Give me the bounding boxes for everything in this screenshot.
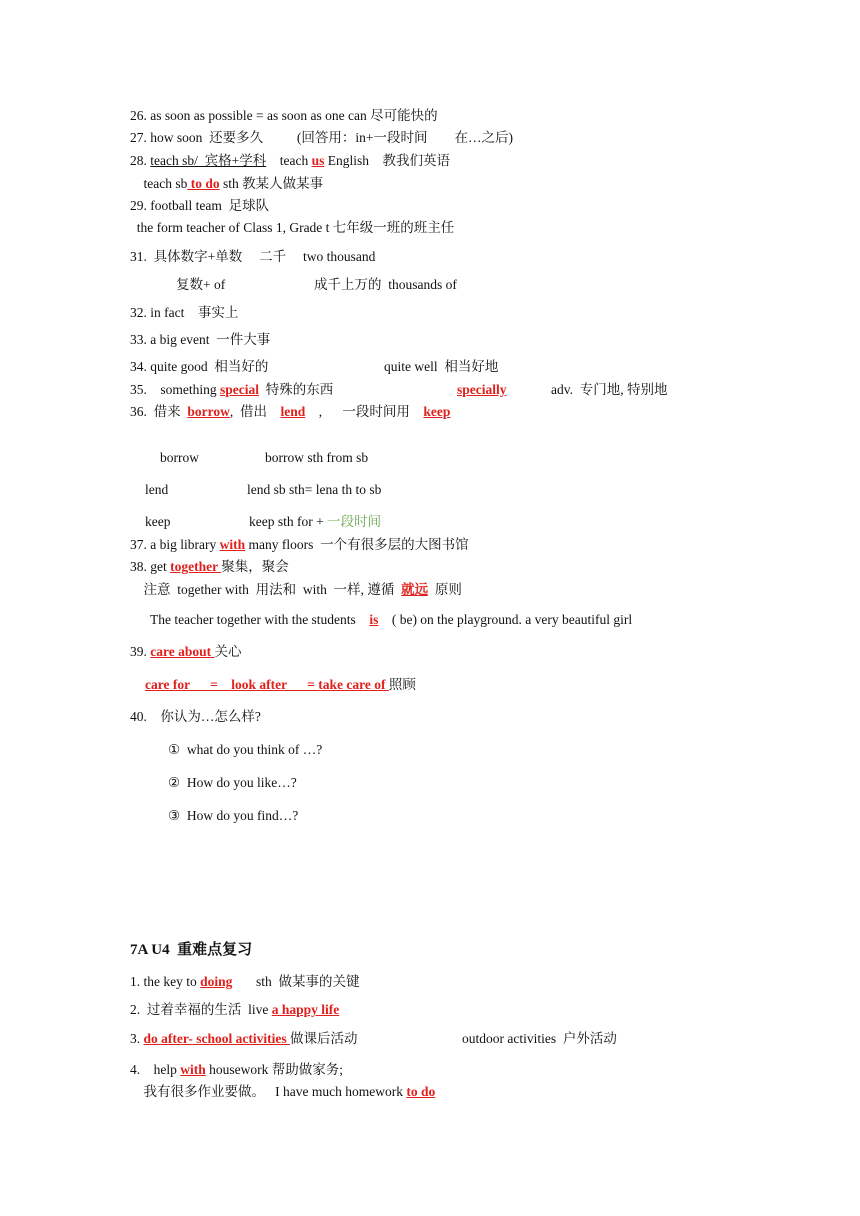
item-28-sub-answer: to do [187, 176, 220, 191]
item-35-adv: adv. 专门地, 特别地 [551, 382, 668, 397]
item-40-option-1: ① what do you think of …? [168, 742, 323, 757]
item-35-answer: special [220, 382, 259, 397]
item-36-mid2: , 一段时间用 [305, 404, 424, 419]
item-38-example [130, 611, 632, 629]
item-36-borrow: borrow [187, 404, 230, 419]
unit-item-4-sub-text: 我有很多作业要做。 I have much homework [130, 1084, 407, 1099]
item-39-meaning: 关心 [214, 644, 242, 659]
item-28-sub-rest: sth 教某人做某事 [219, 176, 324, 191]
unit-item-4-answer: with [180, 1062, 206, 1077]
borrow-usage: borrow sth from sb [265, 450, 369, 465]
unit-item-3-outdoor: outdoor activities 户外活动 [462, 1031, 617, 1046]
item-34-left: 34. quite good 相当好的 [130, 359, 269, 374]
item-37 [130, 536, 469, 554]
item-36-keep: keep [423, 404, 451, 419]
item-28-phrase: teach sb/ 宾格+学科 [150, 153, 267, 168]
item-38-note-text: 注意 together with 用法和 with 一样, 遵循 [130, 582, 402, 597]
unit-item-3-answer: do after- school activities [143, 1031, 290, 1046]
item-36 [130, 403, 450, 421]
lend-word: lend [145, 482, 169, 497]
item-28-sub [130, 175, 323, 193]
item-37-answer: with [219, 537, 246, 552]
item-27: 27. how soon 还要多久 (回答用：in+一段时间 在…之后) [130, 130, 513, 145]
item-35-text: 35. something [130, 382, 220, 397]
item-35-meaning: 特殊的东西 [259, 382, 334, 397]
item-39-sub-meaning: 照顾 [388, 677, 416, 692]
keep-usage-period: 一段时间 [327, 514, 382, 529]
item-28 [130, 152, 450, 170]
unit-item-2-answer: a happy life [271, 1002, 340, 1017]
item-28-text: teach [266, 153, 312, 168]
unit-item-4 [130, 1061, 343, 1079]
unit-item-3-number: 3. [130, 1031, 144, 1046]
item-40-option-2: ② How do you like…? [168, 775, 297, 790]
unit-item-2 [130, 1001, 339, 1019]
item-40-option-3: ③ How do you find…? [168, 808, 299, 823]
item-37-text: 37. a big library [130, 537, 220, 552]
item-38-example-text: The teacher together with the students [130, 612, 370, 627]
item-38-note [130, 581, 462, 599]
item-39-answer: care about [150, 644, 215, 659]
item-38 [130, 558, 289, 576]
item-28-rest: English 教我们英语 [324, 153, 450, 168]
item-38-example-rest: ( be) on the playground. a very beautiful girl [378, 612, 633, 627]
item-29-sub: the form teacher of Class 1, Grade t 七年级一班的班主任 [130, 220, 455, 235]
borrow-word: borrow [160, 450, 199, 465]
unit-item-3 [130, 1030, 357, 1048]
item-39-number: 39. [130, 644, 151, 659]
item-28-number: 28. [130, 153, 151, 168]
item-35-answer-2 [457, 381, 507, 399]
item-38-meaning: 聚集，聚会 [221, 559, 289, 574]
unit-item-3-meaning: 做课后活动 [289, 1031, 358, 1046]
item-37-rest: many floors 一个有很多层的大图书馆 [245, 537, 469, 552]
item-35-adverb: specially [457, 382, 507, 397]
item-34-right: quite well 相当好地 [384, 359, 499, 374]
item-31: 31. 具体数字+单数 二千 two thousand [130, 249, 376, 264]
item-40: 40. 你认为…怎么样? [130, 709, 261, 724]
item-36-text: 36. 借来 [130, 404, 188, 419]
unit-item-4-rest: housework 帮助做家务; [205, 1062, 344, 1077]
item-35-left [130, 381, 333, 399]
item-36-lend: lend [280, 404, 306, 419]
unit-item-1-text: 1. the key to [130, 974, 201, 989]
item-39-sub [145, 676, 416, 694]
unit-item-1-answer: doing [200, 974, 233, 989]
unit-item-2-text: 2. 过着幸福的生活 live [130, 1002, 272, 1017]
item-33: 33. a big event 一件大事 [130, 332, 271, 347]
item-31-thousands: 成千上万的 thousands of [314, 277, 457, 292]
item-38-example-answer: is [369, 612, 379, 627]
unit-item-4-sub-answer: to do [406, 1084, 436, 1099]
unit-item-4-sub [130, 1083, 435, 1101]
item-38-answer: together [170, 559, 222, 574]
keep-usage-text: keep sth for + [249, 514, 328, 529]
item-31-plural: 复数+ of [176, 277, 226, 292]
item-38-note-answer: 就远 [401, 582, 429, 597]
item-28-sub-text: teach sb [130, 176, 188, 191]
item-38-text: 38. get [130, 559, 171, 574]
item-36-mid: , 借出 [229, 404, 281, 419]
item-29: 29. football team 足球队 [130, 198, 270, 213]
keep-usage [249, 513, 381, 531]
unit-item-4-text: 4. help [130, 1062, 181, 1077]
item-28-answer: us [311, 153, 325, 168]
item-38-note-rest: 原则 [428, 582, 462, 597]
item-32: 32. in fact 事实上 [130, 305, 239, 320]
item-39-sub-answer: care for = look after = take care of [145, 677, 389, 692]
item-26: 26. as soon as possible = as soon as one can 尽可能快的 [130, 108, 438, 123]
keep-word: keep [145, 514, 171, 529]
section-heading: 7A U4 重难点复习 [130, 942, 253, 958]
unit-item-1 [130, 973, 360, 991]
lend-usage: lend sb sth= lena th to sb [247, 482, 382, 497]
unit-item-1-rest: sth 做某事的关键 [232, 974, 360, 989]
item-39 [130, 643, 242, 661]
